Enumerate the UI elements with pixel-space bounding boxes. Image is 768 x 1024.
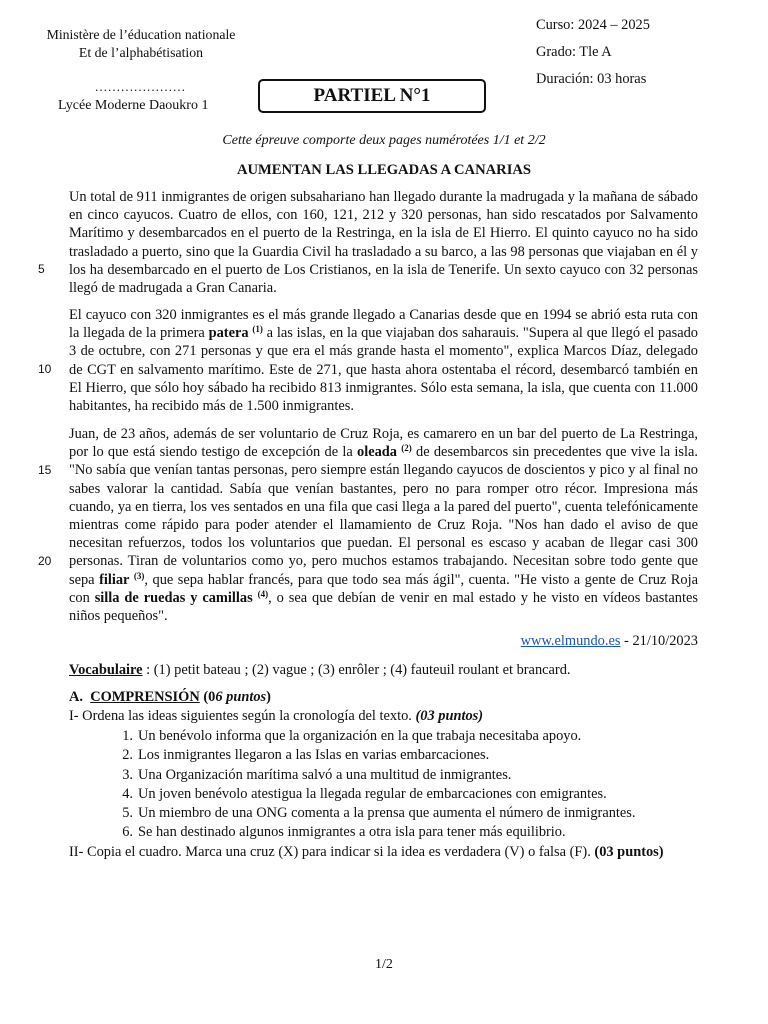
source-link[interactable]: www.elmundo.es bbox=[520, 633, 621, 649]
text-title: AUMENTAN LAS LLEGADAS A CANARIAS bbox=[236, 162, 532, 178]
item-number: 1. bbox=[122, 728, 133, 744]
paragraph-3-part-c: , que sepa hablar francés, para que todo sea más ágil", cuenta. "He visto a gente de Cruz Roja con bbox=[69, 571, 698, 606]
footnote-ref-1: (1) bbox=[252, 324, 263, 335]
line-number-5: 5 bbox=[38, 262, 45, 276]
footnote-ref-2: (2) bbox=[401, 443, 412, 454]
footnote-ref-4: (4) bbox=[257, 588, 269, 599]
source-citation bbox=[521, 633, 698, 650]
item-text: Los inmigrantes llegaron a las Islas en varias embarcaciones. bbox=[138, 747, 490, 764]
vocab-word-patera: patera bbox=[208, 325, 249, 342]
section-letter: A. bbox=[69, 689, 83, 705]
vocabulary-text: : (1) petit bateau ; (2) vague ; (3) enrôler ; (4) fauteuil roulant et brancard. bbox=[142, 662, 571, 678]
source-date: - 21/10/2023 bbox=[620, 633, 698, 649]
question-1-instruction bbox=[69, 708, 483, 725]
paragraph-2-part-a: El cayuco con 320 inmigrantes es el más grande llegado a Canarias desde que en 1994 se abrió esta ruta con la llegada de la primera bbox=[69, 307, 698, 342]
list-item bbox=[69, 727, 709, 746]
item-text: Una Organización marítima salvó a una multitud de inmigrantes. bbox=[138, 766, 512, 783]
paragraph-2 bbox=[69, 306, 698, 415]
ministry-line-2: Et de l’alphabétisation bbox=[78, 45, 204, 60]
ministry-header bbox=[30, 26, 252, 62]
grade-level: Grado: Tle A bbox=[536, 44, 612, 60]
question-2-text: II- Copia el cuadro. Marca una cruz (X) para indicar si la idea es verdadera (V) o falsa (F). bbox=[69, 844, 595, 860]
line-number-10: 10 bbox=[38, 362, 52, 376]
question-1-text: I- Ordena las ideas siguientes según la cronología del texto. bbox=[69, 708, 416, 724]
item-text: Un miembro de una ONG comenta a la prensa que aumenta el número de inmigrantes. bbox=[138, 805, 636, 822]
vocabulary-label: Vocabulaire bbox=[69, 662, 143, 678]
page-count-notice: Cette épreuve comporte deux pages numérotées 1/1 et 2/2 bbox=[222, 133, 546, 148]
question-1-points: (03 puntos) bbox=[415, 708, 484, 724]
school-name: Lycée Moderne Daoukro 1 bbox=[58, 98, 209, 113]
vocabulary-line bbox=[69, 662, 709, 679]
list-item bbox=[69, 804, 709, 823]
ministry-line-1: Ministère de l’éducation nationale bbox=[46, 27, 236, 42]
exam-title-box: PARTIEL N°1 bbox=[258, 79, 486, 113]
paragraph-3-part-b: de desembarcos sin precedentes que vive la isla. "No sabía que venían tantas personas, pero siempre están llegando cayucos de doscientos y pico y al final no sabes valorar la cantidad. Sabía que venían bastantes, pero no para romper otro récor. Impresiona más cuando, ya en tierra, los ves sentados en una fila que casi llega a la pared del puerto", cuenta telefónicamente mientras come rápido para poder atender el llamamiento de Cruz Roja. "Nos han dado el aviso de que necesitan refuerzos, todos los voluntarios que puedan. El personal es escaso y acaban de llegar casi 300 personas. Tiran de voluntarios como yo, pero muchos estamos trabajando. Necesitan sobre todo gente que sepa bbox=[69, 444, 698, 588]
item-text: Se han destinado algunos inmigrantes a otra isla para tener más equilibrio. bbox=[138, 824, 566, 841]
paragraph-3 bbox=[69, 425, 698, 625]
line-number-15: 15 bbox=[38, 463, 52, 477]
section-points-close: ) bbox=[266, 689, 271, 705]
footnote-ref-3: (3) bbox=[133, 570, 145, 581]
list-item bbox=[69, 746, 709, 765]
question-2-instruction bbox=[69, 843, 698, 862]
ideas-list bbox=[69, 727, 709, 843]
list-item bbox=[69, 823, 709, 842]
question-2-points: (03 puntos) bbox=[594, 844, 664, 860]
section-title: COMPRENSIÓN bbox=[90, 689, 200, 705]
exam-duration: Duración: 03 horas bbox=[536, 71, 647, 87]
item-text: Un benévolo informa que la organización en la que trabaja necesitaba apoyo. bbox=[138, 728, 582, 744]
section-a-heading bbox=[69, 689, 271, 706]
item-number: 4. bbox=[122, 785, 133, 802]
paragraph-2-part-b: a las islas, en la que viajaban dos saharauis. "Supera al que llegó el pasado 3 de octubre, con 271 personas y que era el más grande hasta el momento", explica Marcos Díaz, delegado de CGT en salvamento marítimo. Este de 271, que hasta ahora ostentaba el récord, desembarcó también en El Hierro, que sólo hoy sábado ha recibido 813 inmigrantes. Sólo esta semana, la isla, que cuenta con 11.000 habitantes, ha recibido más de 1.500 inmigrantes. bbox=[69, 325, 698, 415]
item-number: 5. bbox=[122, 805, 133, 822]
paragraph-3-part-a: Juan, de 23 años, además de ser voluntario de Cruz Roja, es camarero en un bar del puerto de La Restringa, por lo que está siendo testigo de excepción de la bbox=[69, 426, 698, 461]
item-number: 6. bbox=[122, 824, 133, 841]
item-number: 2. bbox=[122, 747, 133, 764]
vocab-word-oleada: oleada bbox=[357, 444, 397, 461]
dotted-line: ………………… bbox=[94, 79, 186, 94]
item-text: Un joven benévolo atestigua la llegada regular de embarcaciones con emigrantes. bbox=[138, 785, 607, 802]
course-year: Curso: 2024 – 2025 bbox=[536, 17, 650, 33]
page-number: 1/2 bbox=[375, 957, 393, 972]
section-points-value: 6 puntos bbox=[215, 689, 267, 705]
paragraph-1: Un total de 911 inmigrantes de origen subsahariano han llegado durante la madrugada y la mañana de sábado en cinco cayucos. Cuatro de ellos, con 160, 121, 212 y 320 personas, han sido rescatados por Salvamento Marítimo y desembarcados en el puerto de la Restringa, en la isla de El Hierro. El quinto cayuco no ha sido trasladado a puerto, sino que la Guardia Civil ha trasladado a su barco, a las 98 personas que viajaban en él y los ha desembarcado en el puerto de Los Cristianos, en la isla de Tenerife. Un sexto cayuco con 32 personas llegó de madrugada a Gran Canaria. bbox=[69, 189, 698, 297]
vocab-word-filiar: filiar bbox=[99, 571, 130, 588]
item-number: 3. bbox=[122, 766, 133, 783]
paragraph-3-part-d: , o sea que debían de venir en mal estado y he visto en vídeos bastantes niños pequeños". bbox=[69, 589, 698, 625]
section-points-open: (0 bbox=[199, 689, 216, 705]
line-number-20: 20 bbox=[38, 554, 52, 568]
list-item bbox=[69, 785, 709, 804]
list-item bbox=[69, 766, 709, 785]
vocab-word-silla: silla de ruedas y camillas bbox=[94, 589, 253, 606]
